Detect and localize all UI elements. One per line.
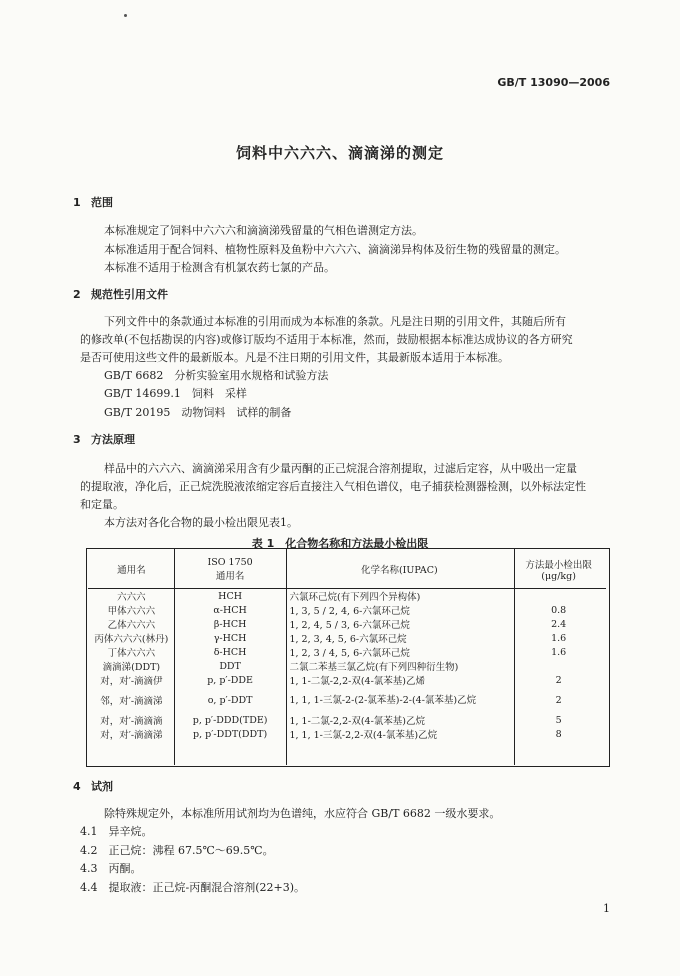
cell-detection-limit: 1.6 [551,646,567,658]
paragraph: 和定量。 [80,498,124,511]
cell-common-name: 对，对′-滴滴伊 [100,676,163,687]
paragraph: 本方法对各化合物的最小检出限见表1。 [104,516,298,529]
scan-speck [124,14,127,17]
paragraph: 本标准适用于配合饲料、植物性原料及鱼粉中六六六、滴滴涕异构体及衍生物的残留量的测定。 [104,243,566,256]
list-item: 4.2 正己烷：沸程 67.5℃～69.5℃。 [80,844,274,857]
cell-detection-limit [511,659,606,673]
list-item: 4.4 提取液：正己烷-丙酮混合溶剂(22+3)。 [80,881,306,894]
cell-iupac-name: 1, 1, 1-三氯-2-(2-氯苯基)-2-(4-氯苯基)乙烷 [289,694,477,706]
table-row [88,603,606,617]
cell-common-name: 丙体六六六(林丹) [94,634,169,645]
cell-common-name: 邻，对′-滴滴涕 [100,696,163,707]
table-header-row [88,550,606,589]
table-row [88,687,606,713]
cell-detection-limit: 0.8 [551,604,567,616]
table-row [88,713,606,727]
header-detection-limit: 方法最小检出限 (μg/kg) [511,550,606,589]
cell-iupac-name: 二氯二苯基三氯乙烷(有下列四种衍生物) [289,662,459,673]
list-item: 4.1 异辛烷。 [80,825,153,838]
table-row [88,631,606,645]
standard-number: GB/T 13090—2006 [497,76,610,89]
cell-iso-name: p, p′-DDT(DDT) [193,728,268,740]
cell-detection-limit: 2.4 [551,618,567,630]
cell-iso-name: δ-HCH [213,646,247,658]
cell-iupac-name: 1, 3, 5 / 2, 4, 6-六氯环己烷 [289,606,410,617]
cell-common-name: 对，对′-滴滴涕 [100,730,163,741]
cell-detection-limit: 2 [555,674,562,686]
cell-common-name: 滴滴涕(DDT) [102,662,161,673]
table-row [88,645,606,659]
cell-iso-name: o, p′-DDT [207,694,253,706]
paragraph: 本标准规定了饲料中六六六和滴滴涕残留量的气相色谱测定方法。 [104,224,423,237]
table-row [88,727,606,741]
compound-table [88,550,606,741]
cell-common-name: 对，对′-滴滴滴 [100,716,163,727]
paragraph: 除特殊规定外，本标准所用试剂均为色谱纯，水应符合 GB/T 6682 一级水要求。 [104,807,501,820]
page-number: 1 [603,902,610,915]
cell-detection-limit: 2 [555,694,562,706]
header-iupac-name: 化学名称(IUPAC) [285,550,511,589]
section-2-heading: 2 规范性引用文件 [73,288,168,301]
cell-detection-limit [511,589,606,604]
cell-iupac-name: 六氯环己烷(有下列四个异构体) [289,592,421,603]
cell-iso-name: p, p′-DDE [207,674,253,686]
reference-item: GB/T 20195 动物饲料 试样的制备 [104,406,292,419]
paragraph: 的提取液，净化后，正己烷洗脱液浓缩定容后直接注入气相色谱仪，电子捕获检测器检测，以外标法定性 [80,480,586,493]
cell-common-name: 丁体六六六 [107,648,156,659]
table-row [88,589,606,604]
cell-iupac-name: 1, 2, 4, 5 / 3, 6-六氯环己烷 [289,620,410,631]
cell-iupac-name: 1, 2, 3, 4, 5, 6-六氯环己烷 [289,634,407,645]
paragraph: 样品中的六六六、滴滴涕采用含有少量丙酮的正己烷混合溶剂提取，过滤后定容，从中吸出一定量 [104,462,577,475]
cell-iupac-name: 1, 1-二氯-2,2-双(4-氯苯基)乙烯 [289,676,425,687]
cell-common-name: 甲体六六六 [107,606,156,617]
header-common-name: 通用名 [88,550,175,589]
cell-common-name: 六六六 [117,592,146,603]
table-caption: 表 1 化合物名称和方法最小检出限 [251,537,429,550]
paragraph: 是否可使用这些文件的最新版本。凡是不注日期的引用文件，其最新版本适用于本标准。 [80,351,509,364]
section-1-heading: 1 范围 [73,196,113,209]
table-row [88,673,606,687]
cell-iupac-name: 1, 1, 1-三氯-2,2-双(4-氯苯基)乙烷 [289,730,438,741]
paragraph: 下列文件中的条款通过本标准的引用而成为本标准的条款。凡是注日期的引用文件，其随后所有 [104,315,566,328]
section-3-heading: 3 方法原理 [73,433,135,446]
reference-item: GB/T 14699.1 饲料 采样 [104,387,247,400]
section-4-heading: 4 试剂 [73,780,113,793]
table-row [88,617,606,631]
reference-item: GB/T 6682 分析实验室用水规格和试验方法 [104,369,329,382]
cell-iso-name: γ-HCH [213,632,247,644]
paragraph: 的修改单(不包括勘误的内容)或修订版均不适用于本标准，然而，鼓励根据本标准达成协议的各方研究 [80,333,573,346]
cell-iso-name: p, p′-DDD(TDE) [192,714,268,726]
cell-detection-limit: 1.6 [551,632,567,644]
cell-iupac-name: 1, 1-二氯-2,2-双(4-氯苯基)乙烷 [289,716,425,727]
table-row [88,659,606,673]
cell-detection-limit: 8 [555,728,562,740]
cell-iupac-name: 1, 2, 3 / 4, 5, 6-六氯环己烷 [289,648,410,659]
cell-iso-name: HCH [218,590,243,602]
list-item: 4.3 丙酮。 [80,862,142,875]
cell-iso-name: α-HCH [213,604,247,616]
header-iso-name: ISO 1750 通用名 [175,550,286,589]
cell-iso-name: DDT [219,660,241,672]
document-title: 饲料中六六六、滴滴涕的测定 [235,144,444,162]
cell-iso-name: β-HCH [213,618,247,630]
paragraph: 本标准不适用于检测含有机氯农药七氯的产品。 [104,261,335,274]
cell-detection-limit: 5 [555,714,562,726]
cell-common-name: 乙体六六六 [107,620,156,631]
